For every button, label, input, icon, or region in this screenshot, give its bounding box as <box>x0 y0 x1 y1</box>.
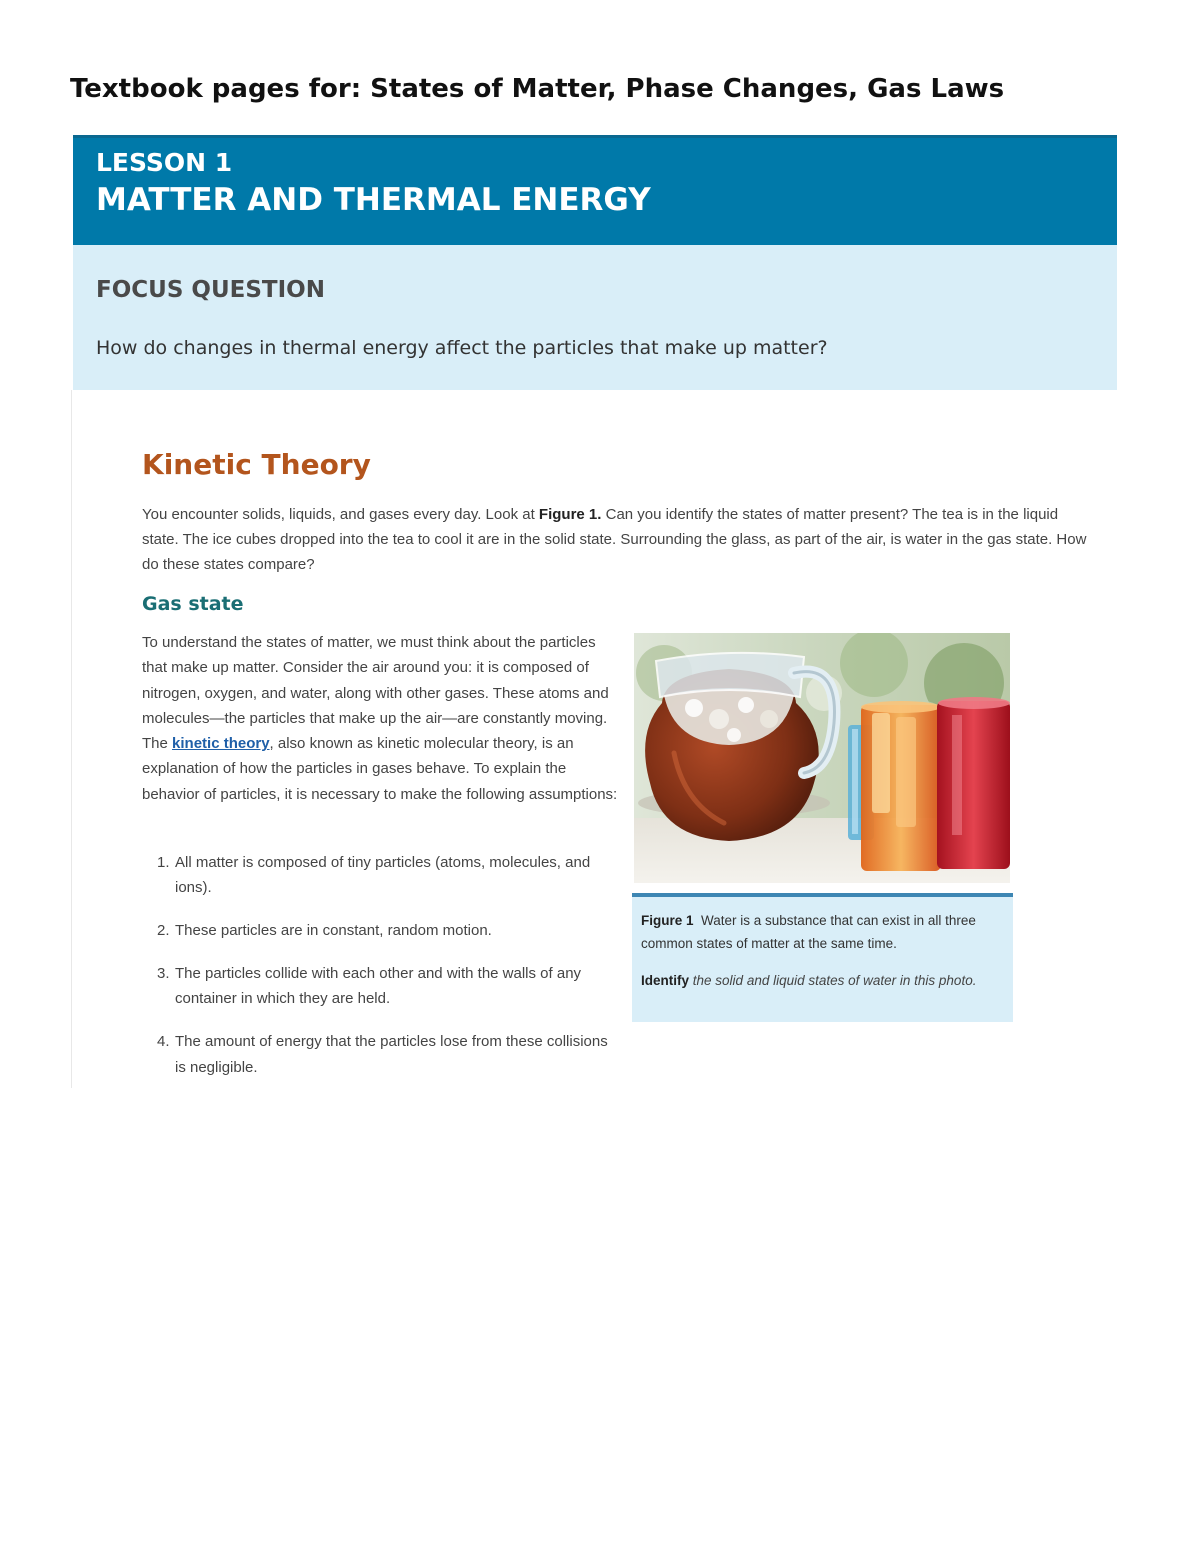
figure-caption <box>641 909 1003 955</box>
list-item-text: These particles are in constant, random motion. <box>175 921 492 939</box>
list-item-text: The amount of energy that the particles lose from these collisions is negligible. <box>175 1033 608 1076</box>
body-text-before: To understand the states of matter, we must think about the particles that make up matter. Consider the air around you: it is composed of nitrogen, oxygen, and water, along with other gases. These atoms and molecules—the particles that make up the air—are constantly moving. The <box>142 634 609 753</box>
gas-state-paragraph <box>142 630 622 807</box>
list-item-number: 4. <box>157 1033 170 1051</box>
figure-reference: Figure 1. <box>538 506 602 523</box>
content-left-border <box>71 390 72 1088</box>
list-item <box>142 1029 622 1080</box>
lesson-label: LESSON 1 <box>96 148 233 177</box>
focus-question-panel <box>73 245 1117 390</box>
document-title: Textbook pages for: States of Matter, Phase Changes, Gas Laws <box>70 74 1005 104</box>
focus-question-text: How do changes in thermal energy affect the particles that make up matter? <box>96 337 828 359</box>
figure-caption-text: Water is a substance that can exist in all three common states of matter at the same time. <box>641 913 976 951</box>
list-item-text: The particles collide with each other and with the walls of any container in which they are held. <box>175 964 582 1008</box>
figure-prompt-text: the solid and liquid states of water in this photo. <box>692 973 977 988</box>
list-item <box>142 850 622 901</box>
focus-question-label: FOCUS QUESTION <box>96 277 325 303</box>
section-heading: Kinetic Theory <box>142 448 371 481</box>
figure-1-photo <box>634 633 1010 883</box>
intro-paragraph <box>142 502 1092 577</box>
figure-caption-box <box>632 893 1013 1022</box>
intro-text-after: Can you identify the states of matter present? The tea is in the liquid state. The ice cubes dropped into the tea to cool it are in the solid state. Surrounding the glass, as part of the air, is water in the gas state. How do these states compare? <box>142 506 1087 573</box>
gas-state-heading: Gas state <box>142 593 244 615</box>
list-item-text: All matter is composed of tiny particles (atoms, molecules, and ions). <box>175 854 591 897</box>
figure-prompt <box>641 969 1003 992</box>
lesson-title: MATTER AND THERMAL ENERGY <box>96 182 651 218</box>
body-text-after: , also known as kinetic molecular theory, is an explanation of how the particles in gases behave. To explain the behavior of particles, it is necessary to make the following assumptions: <box>142 735 618 803</box>
assumption-list <box>142 850 622 1080</box>
kinetic-theory-link[interactable]: kinetic theory <box>172 735 270 753</box>
intro-text-before: You encounter solids, liquids, and gases every day. Look at <box>142 506 539 523</box>
list-item <box>142 961 622 1012</box>
lesson-banner <box>73 135 1117 245</box>
figure-prompt-verb: Identify <box>641 973 690 988</box>
figure-label: Figure 1 <box>641 913 694 928</box>
list-item <box>142 918 622 943</box>
list-item-number: 1. <box>157 854 170 871</box>
list-item-number: 3. <box>157 964 170 982</box>
list-item-number: 2. <box>157 921 170 939</box>
